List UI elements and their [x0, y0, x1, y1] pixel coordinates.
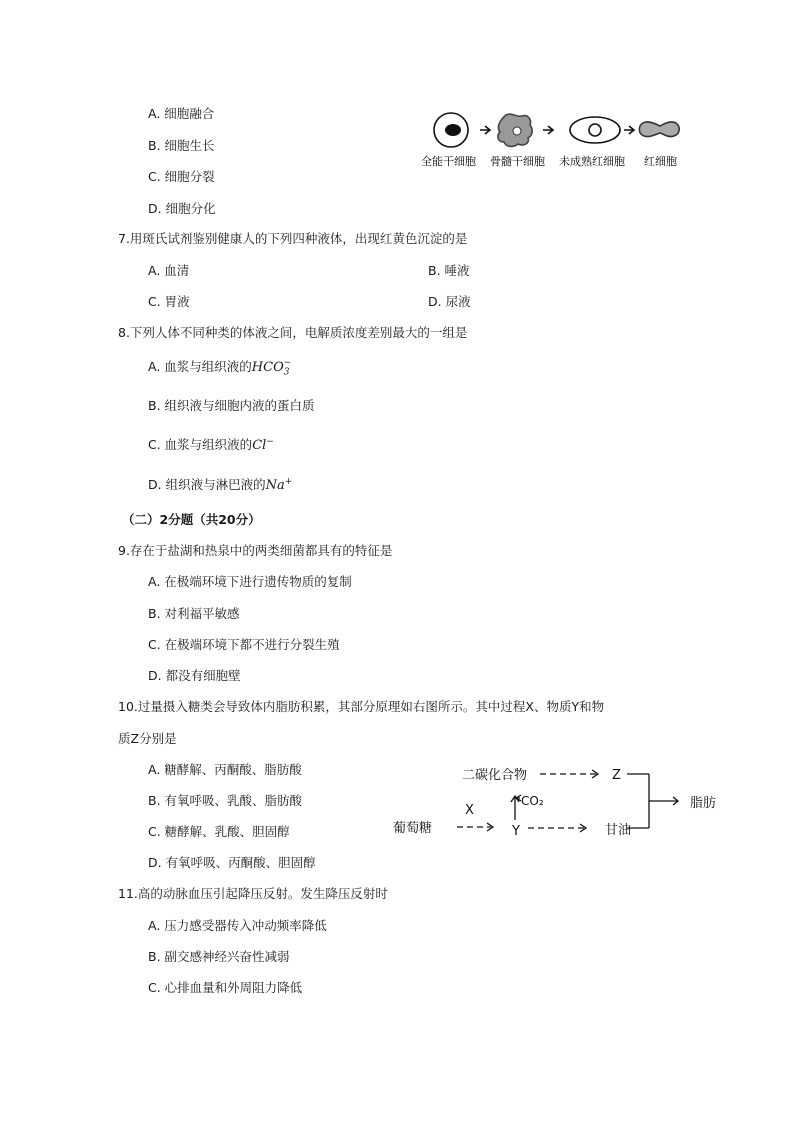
q7-option-a: A. 血清 [148, 263, 190, 278]
label-co2: CO₂ [521, 794, 544, 808]
q10-option-b: B. 有氧呼吸、乳酸、脂肪酸 [148, 793, 303, 808]
cell-differentiation-figure [418, 110, 688, 172]
arrow-icon [480, 126, 490, 134]
section-header: （二）2分题（共20分） [122, 512, 261, 527]
q11-option-b: B. 副交感神经兴奋性减弱 [148, 949, 290, 964]
label-glucose: 葡萄糖 [393, 821, 433, 836]
glucose-fat-diagram [390, 760, 735, 846]
immature-rbc-icon [570, 117, 620, 143]
q7-option-b: B. 唾液 [428, 263, 470, 278]
q6-option-a: A. 细胞融合 [148, 106, 215, 121]
q6-option-d: D. 细胞分化 [148, 201, 216, 216]
q10-stem-line2: 质Z分别是 [118, 731, 177, 746]
label-y: Y [512, 824, 520, 839]
label-z: Z [612, 768, 621, 783]
label-two-carbon: 二碳化合物 [462, 768, 528, 783]
q8-option-a: A. 血浆与组织液的$HCO_3$ − [148, 358, 292, 378]
label-glycerol: 甘油 [605, 823, 632, 838]
q9-stem: 9.存在于盐湖和热泉中的两类细菌都具有的特征是 [118, 543, 393, 558]
label-marrow-stem: 骨髓干细胞 [490, 155, 545, 168]
q9-option-d: D. 都没有细胞壁 [148, 668, 241, 683]
label-immature-rbc: 未成熟红细胞 [559, 155, 625, 168]
immature-rbc-nucleus-icon [589, 124, 601, 136]
arrow-icon [624, 126, 634, 134]
q8-option-d: D. 组织液与淋巴液的Na+ [148, 477, 293, 494]
q10-option-d: D. 有氧呼吸、丙酮酸、胆固醇 [148, 855, 316, 870]
q11-stem: 11.高的动脉血压引起降压反射。发生降压反射时 [118, 886, 388, 901]
q11-option-c: C. 心排血量和外周阻力降低 [148, 980, 303, 995]
q8-option-c: C. 血浆与组织液的Cl− [148, 437, 274, 454]
rbc-icon [639, 122, 679, 137]
q9-option-a: A. 在极端环境下进行遗传物质的复制 [148, 574, 352, 589]
totipotent-nucleus-icon [445, 124, 461, 136]
q8-stem: 8.下列人体不同种类的体液之间，电解质浓度差别最大的一组是 [118, 325, 468, 340]
q10-option-a: A. 糖酵解、丙酮酸、脂肪酸 [148, 762, 302, 777]
arrow-icon [543, 126, 553, 134]
q7-option-d: D. 尿液 [428, 294, 471, 309]
label-totipotent: 全能干细胞 [421, 155, 476, 168]
q6-option-b: B. 细胞生长 [148, 138, 215, 153]
q11-option-a: A. 压力感受器传入冲动频率降低 [148, 918, 327, 933]
q7-option-c: C. 胃液 [148, 294, 190, 309]
q7-stem: 7.用斑氏试剂鉴别健康人的下列四种液体，出现红黄色沉淀的是 [118, 231, 468, 246]
q6-option-c: C. 细胞分裂 [148, 169, 215, 184]
q9-option-b: B. 对利福平敏感 [148, 606, 240, 621]
label-rbc: 红细胞 [644, 155, 677, 168]
bracket-icon [627, 774, 649, 828]
label-fat: 脂肪 [690, 796, 717, 811]
q9-option-c: C. 在极端环境下都不进行分裂生殖 [148, 637, 340, 652]
label-x: X [465, 803, 474, 818]
q8-option-b: B. 组织液与细胞内液的蛋白质 [148, 398, 315, 413]
q10-option-c: C. 糖酵解、乳酸、胆固醇 [148, 824, 290, 839]
q10-stem-line1: 10.过量摄入糖类会导致体内脂肪积累，其部分原理如右图所示。其中过程X、物质Y和物 [118, 699, 605, 714]
